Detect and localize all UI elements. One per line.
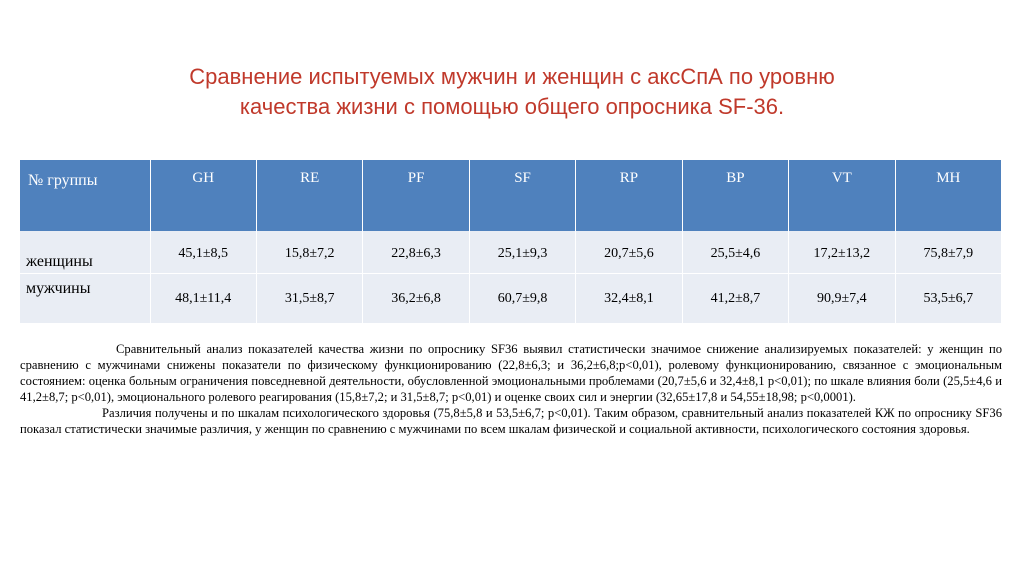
- title-line-1: Сравнение испытуемых мужчин и женщин с аксСпА по уровню: [189, 64, 835, 89]
- cell-vt: 17,2±13,2: [789, 231, 895, 274]
- cell-vt: 90,9±7,4: [789, 274, 895, 324]
- table-header-row: [20, 160, 1002, 231]
- cell-sf: 25,1±9,3: [469, 231, 575, 274]
- row-label: женщины: [20, 231, 150, 274]
- cell-re: 31,5±8,7: [256, 274, 362, 324]
- title-line-2: качества жизни с помощью общего опросника SF-36.: [239, 94, 785, 119]
- slide-title: [120, 62, 904, 122]
- cell-pf: 36,2±6,8: [363, 274, 469, 324]
- table-row-men: [20, 274, 1002, 324]
- header-rp: RP: [576, 160, 682, 231]
- table-row-women: [20, 231, 1002, 274]
- cell-pf: 22,8±6,3: [363, 231, 469, 274]
- header-re: RE: [256, 160, 362, 231]
- analysis-paragraph-1: Сравнительный анализ показателей качества жизни по опроснику SF36 выявил статистически значимое снижение анализируемых показателей: у женщин по сравнению с мужчинами снижены показатели по физическому функционированию (22,8±6,3; и 36,2±6,8;p<0,01), ролевому функционированию, связанное с эмоциональным состоянием: оценка больным ограничения повседневной деятельности, обусловленной эмоциональными проблемами (20,7±5,6 и 32,4±8,1 p<0,01); по шкале влияния боли (25,5±4,6 и 41,2±8,7; p<0,01), эмоционального ролевого реагирования (15,8±7,2; и 31,5±8,7; p<0,01) и оценке своих сил и энергии (32,65±17,8 и 54,55±18,98; p<0,0001).: [20, 342, 1002, 404]
- header-vt: VT: [789, 160, 895, 231]
- row-label: мужчины: [20, 274, 150, 324]
- header-gh: GH: [150, 160, 256, 231]
- header-pf: PF: [363, 160, 469, 231]
- cell-sf: 60,7±9,8: [469, 274, 575, 324]
- cell-rp: 20,7±5,6: [576, 231, 682, 274]
- sf36-comparison-table: [20, 160, 1002, 324]
- analysis-text: [20, 341, 1002, 437]
- cell-bp: 41,2±8,7: [682, 274, 788, 324]
- cell-mh: 75,8±7,9: [895, 231, 1001, 274]
- header-bp: BP: [682, 160, 788, 231]
- cell-gh: 45,1±8,5: [150, 231, 256, 274]
- header-sf: SF: [469, 160, 575, 231]
- cell-rp: 32,4±8,1: [576, 274, 682, 324]
- analysis-paragraph-2: Различия получены и по шкалам психологического здоровья (75,8±5,8 и 53,5±6,7; p<0,01). Таким образом, сравнительный анализ показателей КЖ по опроснику SF36 показал статистически значимые различия, у женщин по сравнению с мужчинами по всем шкалам физической и социальной активности, психологического состояния здоровья.: [20, 406, 1002, 436]
- cell-gh: 48,1±11,4: [150, 274, 256, 324]
- cell-re: 15,8±7,2: [256, 231, 362, 274]
- cell-mh: 53,5±6,7: [895, 274, 1001, 324]
- cell-bp: 25,5±4,6: [682, 231, 788, 274]
- header-group: № группы: [20, 160, 150, 231]
- header-mh: MH: [895, 160, 1001, 231]
